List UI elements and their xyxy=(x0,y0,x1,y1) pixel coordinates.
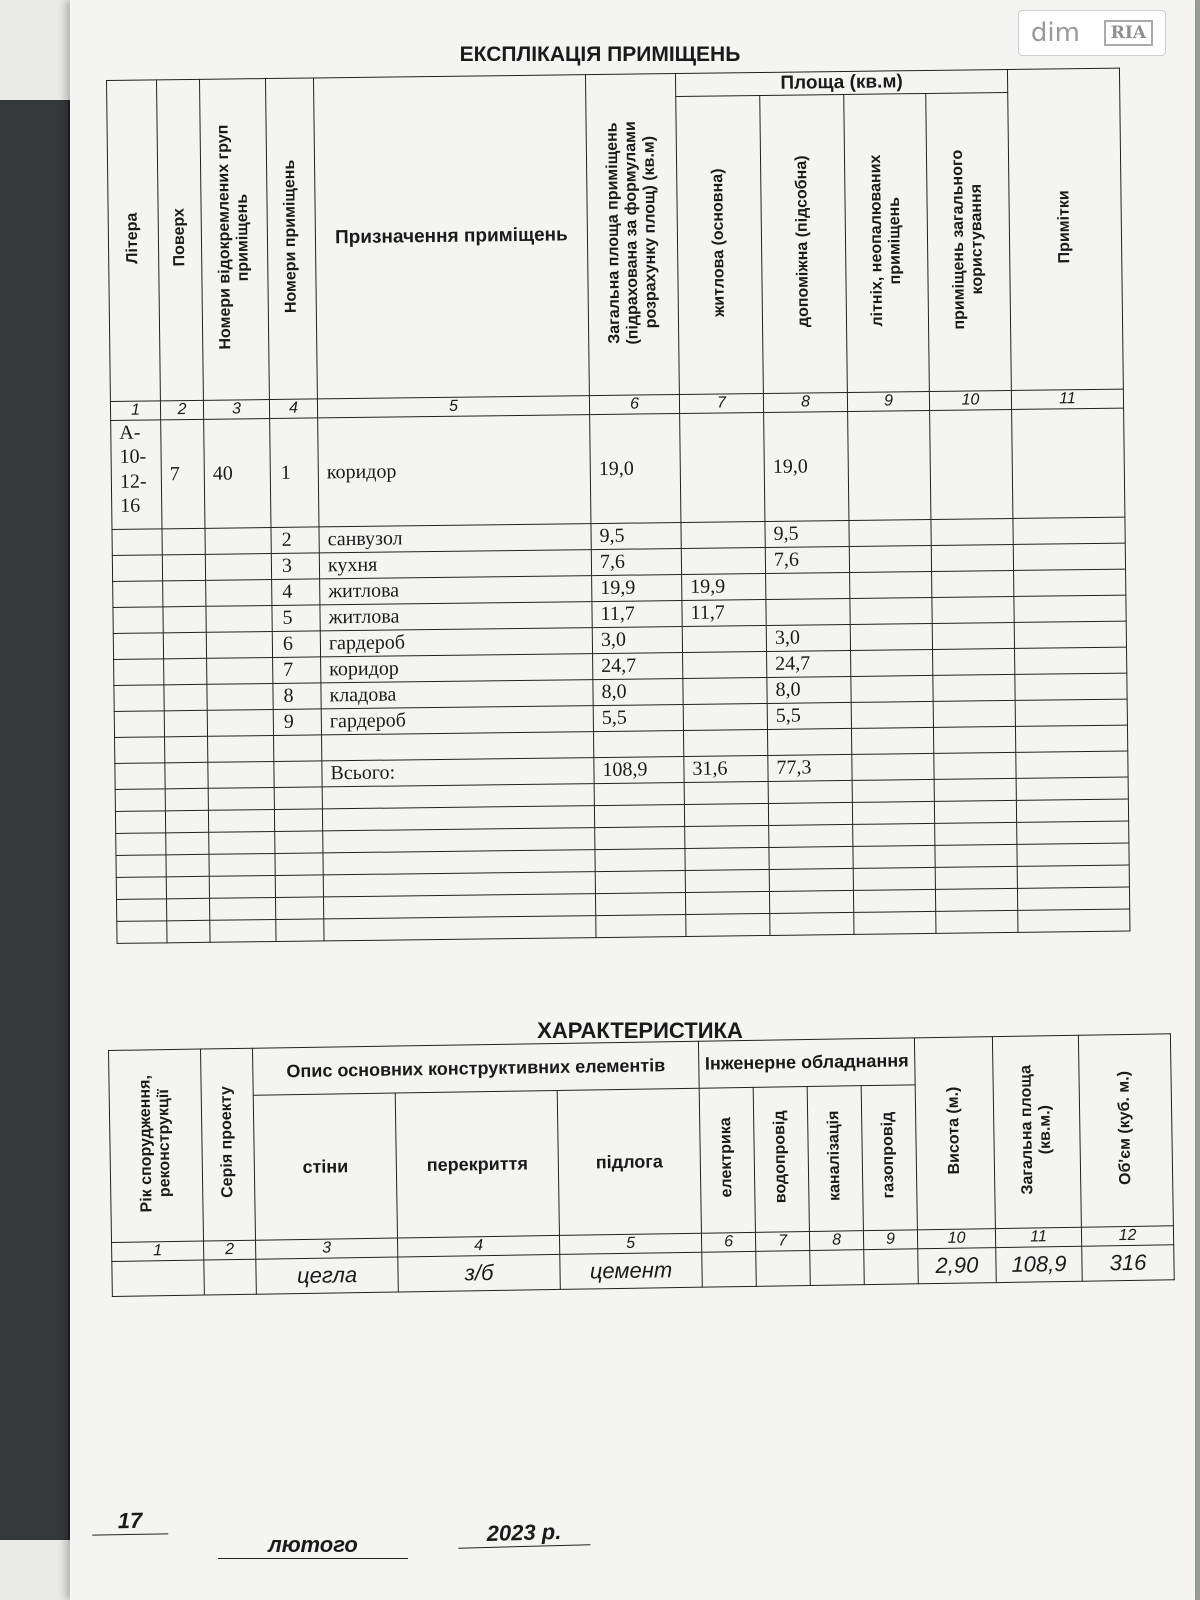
characteristics-title: ХАРАКТЕРИСТИКА xyxy=(537,1018,743,1043)
cell-room-name: кухня xyxy=(319,550,591,579)
cell-empty xyxy=(1017,887,1129,910)
cell-summer-area xyxy=(848,410,931,520)
cell-empty xyxy=(322,732,594,761)
cell-empty xyxy=(1016,751,1128,778)
header-notes: Примітки xyxy=(1007,68,1123,390)
cell-empty xyxy=(769,824,853,847)
cell-living-area: 11,7 xyxy=(682,599,766,626)
cell-empty xyxy=(769,868,853,891)
value-sewer xyxy=(810,1250,865,1286)
cell-floor xyxy=(163,606,206,633)
cell-floor xyxy=(163,580,206,607)
cell-empty xyxy=(117,921,167,944)
cell-empty xyxy=(852,753,934,780)
cell-group xyxy=(206,606,272,633)
cell-empty xyxy=(274,761,322,788)
cell-aux-area xyxy=(766,598,850,625)
cell-empty xyxy=(275,875,323,898)
cell-aux-area: 3,0 xyxy=(766,624,850,651)
cell-empty xyxy=(276,919,324,942)
cell-notes xyxy=(1013,517,1125,544)
cell-common-area xyxy=(931,518,1013,545)
cell-living-area xyxy=(681,521,765,548)
value-water xyxy=(756,1251,811,1287)
value-area: 108,9 xyxy=(996,1246,1083,1282)
total-living: 31,6 xyxy=(684,755,768,782)
cell-empty xyxy=(165,810,208,833)
cell-empty xyxy=(274,809,322,832)
cell-floor xyxy=(164,658,207,685)
cell-aux-area: 24,7 xyxy=(767,650,851,677)
cell-empty xyxy=(936,910,1018,933)
header-volume: Об'єм (куб. м.) xyxy=(1078,1034,1173,1227)
cell-litera xyxy=(114,711,164,738)
cell-room-name: житлова xyxy=(320,576,592,605)
header-rooms: Номери приміщень xyxy=(265,78,317,400)
header-year: Рік спорудження, реконструкції xyxy=(109,1049,204,1242)
cell-empty xyxy=(595,848,685,871)
cell-room-number: 9 xyxy=(273,709,321,736)
value-electric xyxy=(702,1251,757,1287)
cell-empty xyxy=(209,831,275,854)
cell-litera xyxy=(114,685,164,712)
cell-empty xyxy=(767,728,851,755)
cell-empty xyxy=(685,891,769,914)
cell-room-number: 6 xyxy=(272,631,320,658)
cell-group xyxy=(205,528,271,555)
header-series: Серія проекту xyxy=(200,1048,255,1241)
cell-empty xyxy=(935,844,1017,867)
cell-empty xyxy=(210,919,276,942)
cell-floor xyxy=(164,710,207,737)
header-ceilings: перекриття xyxy=(395,1090,559,1238)
header-living: житлова (основна) xyxy=(676,96,764,395)
cell-empty xyxy=(209,875,275,898)
cell-empty xyxy=(324,916,596,941)
cell-notes xyxy=(1012,408,1125,518)
header-litera: Літера xyxy=(107,80,161,402)
cell-empty xyxy=(594,782,684,805)
cell-living-area: 19,9 xyxy=(682,573,766,600)
header-total-area-char: Загальна площа (кв.м.) xyxy=(992,1035,1081,1228)
cell-empty xyxy=(165,736,208,763)
cell-empty xyxy=(684,781,768,804)
cell-total-area: 7,6 xyxy=(591,549,681,576)
cell-common-area xyxy=(933,700,1015,727)
explication-title: ЕКСПЛІКАЦІЯ ПРИМІЩЕНЬ xyxy=(459,43,741,66)
cell-group xyxy=(207,684,273,711)
cell-empty xyxy=(115,789,165,812)
cell-empty xyxy=(685,847,769,870)
cell-room-number: 1 xyxy=(270,418,319,528)
cell-empty xyxy=(686,913,770,936)
cell-litera xyxy=(112,555,162,582)
cell-empty xyxy=(934,778,1016,801)
cell-empty xyxy=(853,845,935,868)
cell-litera xyxy=(113,607,163,634)
cell-empty xyxy=(768,780,852,803)
header-engineering: Інженерне обладнання xyxy=(698,1038,915,1088)
header-sewer: каналізація xyxy=(807,1086,863,1232)
header-electric: електрика xyxy=(699,1087,755,1233)
footer-year: 2023 р. xyxy=(458,1518,591,1548)
cell-empty xyxy=(934,752,1016,779)
cell-floor xyxy=(162,528,205,555)
cell-empty xyxy=(851,727,933,754)
cell-empty xyxy=(167,898,210,921)
cell-living-area xyxy=(682,625,766,652)
header-gas: газопровід xyxy=(861,1085,917,1231)
footer-day: 17 xyxy=(92,1507,168,1535)
header-water: водопровід xyxy=(753,1087,809,1233)
total-label: Всього: xyxy=(322,758,594,787)
cell-group xyxy=(207,710,273,737)
cell-empty xyxy=(769,890,853,913)
header-walls: стіни xyxy=(253,1093,397,1240)
cell-room-number: 7 xyxy=(273,657,321,684)
cell-empty xyxy=(770,912,854,935)
cell-room-number: 3 xyxy=(271,553,319,580)
cell-aux-area: 8,0 xyxy=(767,676,851,703)
cell-notes xyxy=(1014,569,1126,596)
cell-empty xyxy=(1018,909,1130,932)
cell-room-number: 2 xyxy=(271,527,319,554)
cell-summer-area xyxy=(851,701,933,728)
cell-living-area xyxy=(683,677,767,704)
cell-room-name: гардероб xyxy=(321,706,593,735)
cell-room-name: коридор xyxy=(321,654,593,683)
header-auxiliary: допоміжна (підсобна) xyxy=(760,95,848,394)
cell-empty xyxy=(274,735,322,762)
cell-empty xyxy=(116,877,166,900)
cell-living-area xyxy=(680,412,765,522)
cell-notes xyxy=(1015,647,1127,674)
characteristics-table xyxy=(108,1033,1175,1297)
cell-summer-area xyxy=(851,649,933,676)
cell-summer-area xyxy=(851,675,933,702)
header-flooring: підлога xyxy=(557,1088,701,1235)
header-groups: Номери відокремлених груп приміщень xyxy=(199,79,269,401)
cell-empty xyxy=(274,787,322,810)
cell-empty xyxy=(1016,799,1128,822)
cell-summer-area xyxy=(850,597,932,624)
cell-empty xyxy=(684,803,768,826)
cell-empty xyxy=(852,779,934,802)
cell-room-name: кладова xyxy=(321,680,593,709)
cell-room-name: санвузол xyxy=(319,524,591,553)
cell-group: 40 xyxy=(204,419,271,529)
cell-empty xyxy=(1017,843,1129,866)
header-height: Висота (м.) xyxy=(914,1037,995,1230)
cell-common-area xyxy=(932,570,1014,597)
cell-summer-area xyxy=(849,545,931,572)
cell-litera xyxy=(112,529,162,556)
value-height: 2,90 xyxy=(918,1248,997,1284)
cell-empty xyxy=(595,870,685,893)
cell-common-area xyxy=(931,544,1013,571)
cell-aux-area: 9,5 xyxy=(765,520,849,547)
cell-empty xyxy=(116,855,166,878)
cell-common-area xyxy=(933,674,1015,701)
cell-common-area xyxy=(932,622,1014,649)
footer-month: лютого xyxy=(218,1532,408,1559)
cell-total-area: 5,5 xyxy=(593,704,683,731)
cell-aux-area: 19,0 xyxy=(764,411,849,521)
cell-living-area xyxy=(681,547,765,574)
cell-empty xyxy=(683,729,767,756)
cell-room-number: 4 xyxy=(272,579,320,606)
cell-group xyxy=(205,554,271,581)
header-purpose: Призначення приміщень xyxy=(313,75,589,399)
cell-empty xyxy=(115,811,165,834)
cell-empty xyxy=(935,888,1017,911)
watermark-dim: dim xyxy=(1030,18,1080,48)
cell-empty xyxy=(1015,725,1127,752)
char-column-numbers-row: 1 2 3 4 5 6 7 8 9 10 11 12 xyxy=(112,1226,1174,1262)
column-numbers-row: 1 2 3 4 5 6 7 8 9 10 11 xyxy=(110,389,1123,420)
cell-litera xyxy=(113,633,163,660)
cell-notes xyxy=(1015,673,1127,700)
cell-floor xyxy=(162,554,205,581)
cell-empty xyxy=(768,802,852,825)
cell-total-area: 8,0 xyxy=(593,678,683,705)
cell-room-name: житлова xyxy=(320,602,592,631)
cell-empty xyxy=(935,866,1017,889)
cell-empty xyxy=(165,762,208,789)
cell-empty xyxy=(685,869,769,892)
cell-empty xyxy=(115,763,165,790)
cell-aux-area: 5,5 xyxy=(767,702,851,729)
cell-empty xyxy=(1017,865,1129,888)
cell-empty xyxy=(853,823,935,846)
cell-aux-area: 7,6 xyxy=(765,546,849,573)
cell-empty xyxy=(166,832,209,855)
binder-cover xyxy=(0,100,71,1540)
table-row xyxy=(111,408,1125,529)
cell-room-number: 8 xyxy=(273,683,321,710)
cell-empty xyxy=(166,876,209,899)
cell-empty xyxy=(208,736,274,763)
cell-total-area: 24,7 xyxy=(593,652,683,679)
cell-living-area xyxy=(683,703,767,730)
cell-notes xyxy=(1013,543,1125,570)
cell-room-name: коридор xyxy=(318,415,591,527)
cell-aux-area xyxy=(766,572,850,599)
cell-empty xyxy=(596,914,686,937)
cell-notes xyxy=(1015,699,1127,726)
cell-living-area xyxy=(683,651,767,678)
cell-empty xyxy=(165,788,208,811)
cell-empty xyxy=(208,762,274,789)
cell-common-area xyxy=(930,409,1013,519)
cell-total-area: 11,7 xyxy=(592,601,682,628)
cell-summer-area xyxy=(850,623,932,650)
cell-common-area xyxy=(932,596,1014,623)
cell-empty xyxy=(595,892,685,915)
cell-summer-area xyxy=(850,571,932,598)
cell-room-number: 5 xyxy=(272,605,320,632)
cell-empty xyxy=(275,853,323,876)
cell-empty xyxy=(852,801,934,824)
value-flooring: цемент xyxy=(560,1252,703,1289)
cell-notes xyxy=(1014,621,1126,648)
value-volume: 316 xyxy=(1082,1245,1175,1281)
cell-empty xyxy=(208,787,274,810)
cell-empty xyxy=(934,800,1016,823)
total-aux: 77,3 xyxy=(768,754,852,781)
watermark-ria-logo: RIA xyxy=(1104,20,1153,46)
cell-group xyxy=(206,632,272,659)
cell-total-area: 9,5 xyxy=(591,523,681,550)
cell-empty xyxy=(115,737,165,764)
header-floor: Поверх xyxy=(157,79,204,401)
cell-room-name: гардероб xyxy=(320,628,592,657)
cell-empty xyxy=(275,831,323,854)
cell-empty xyxy=(166,854,209,877)
cell-empty xyxy=(209,853,275,876)
cell-floor xyxy=(163,632,206,659)
value-ceilings: з/б xyxy=(398,1254,561,1292)
cell-litera xyxy=(114,659,164,686)
cell-empty xyxy=(854,911,936,934)
header-structural: Опис основних конструктивних елементів xyxy=(252,1041,699,1095)
cell-litera xyxy=(113,581,163,608)
cell-empty xyxy=(853,889,935,912)
cell-total-area: 19,0 xyxy=(590,414,681,524)
cell-empty xyxy=(769,846,853,869)
cell-empty xyxy=(1016,777,1128,800)
cell-litera: А- 10- 12- 16 xyxy=(111,420,162,530)
cell-empty xyxy=(685,825,769,848)
cell-common-area xyxy=(933,648,1015,675)
explication-table xyxy=(106,68,1130,944)
cell-empty xyxy=(935,822,1017,845)
cell-empty xyxy=(117,899,167,922)
header-area-group: Площа (кв.м) xyxy=(675,69,1007,96)
value-gas xyxy=(864,1249,919,1285)
cell-empty xyxy=(167,920,210,943)
cell-empty xyxy=(208,809,274,832)
cell-empty xyxy=(275,897,323,920)
header-common: приміщень загального користування xyxy=(926,93,1012,392)
cell-summer-area xyxy=(849,519,931,546)
total-area: 108,9 xyxy=(594,756,684,783)
cell-empty xyxy=(594,804,684,827)
cell-empty xyxy=(595,826,685,849)
cell-total-area: 19,9 xyxy=(592,575,682,602)
header-total-area: Загальна площа приміщень (підрахована за формулами розрахунку площ) (кв.м) xyxy=(585,74,679,396)
value-series xyxy=(204,1259,257,1295)
header-summer: літніх, неопалюваних приміщень xyxy=(844,94,930,393)
cell-group xyxy=(206,580,272,607)
cell-total-area: 3,0 xyxy=(592,627,682,654)
cell-notes xyxy=(1014,595,1126,622)
cell-floor xyxy=(164,684,207,711)
cell-empty xyxy=(593,730,683,757)
cell-empty xyxy=(116,833,166,856)
cell-floor: 7 xyxy=(161,419,205,529)
cell-empty xyxy=(1017,821,1129,844)
value-year xyxy=(112,1260,205,1296)
cell-empty xyxy=(853,867,935,890)
cell-empty xyxy=(933,726,1015,753)
watermark xyxy=(1018,10,1166,56)
cell-empty xyxy=(210,897,276,920)
cell-group xyxy=(207,658,273,685)
value-walls: цегла xyxy=(256,1257,399,1294)
